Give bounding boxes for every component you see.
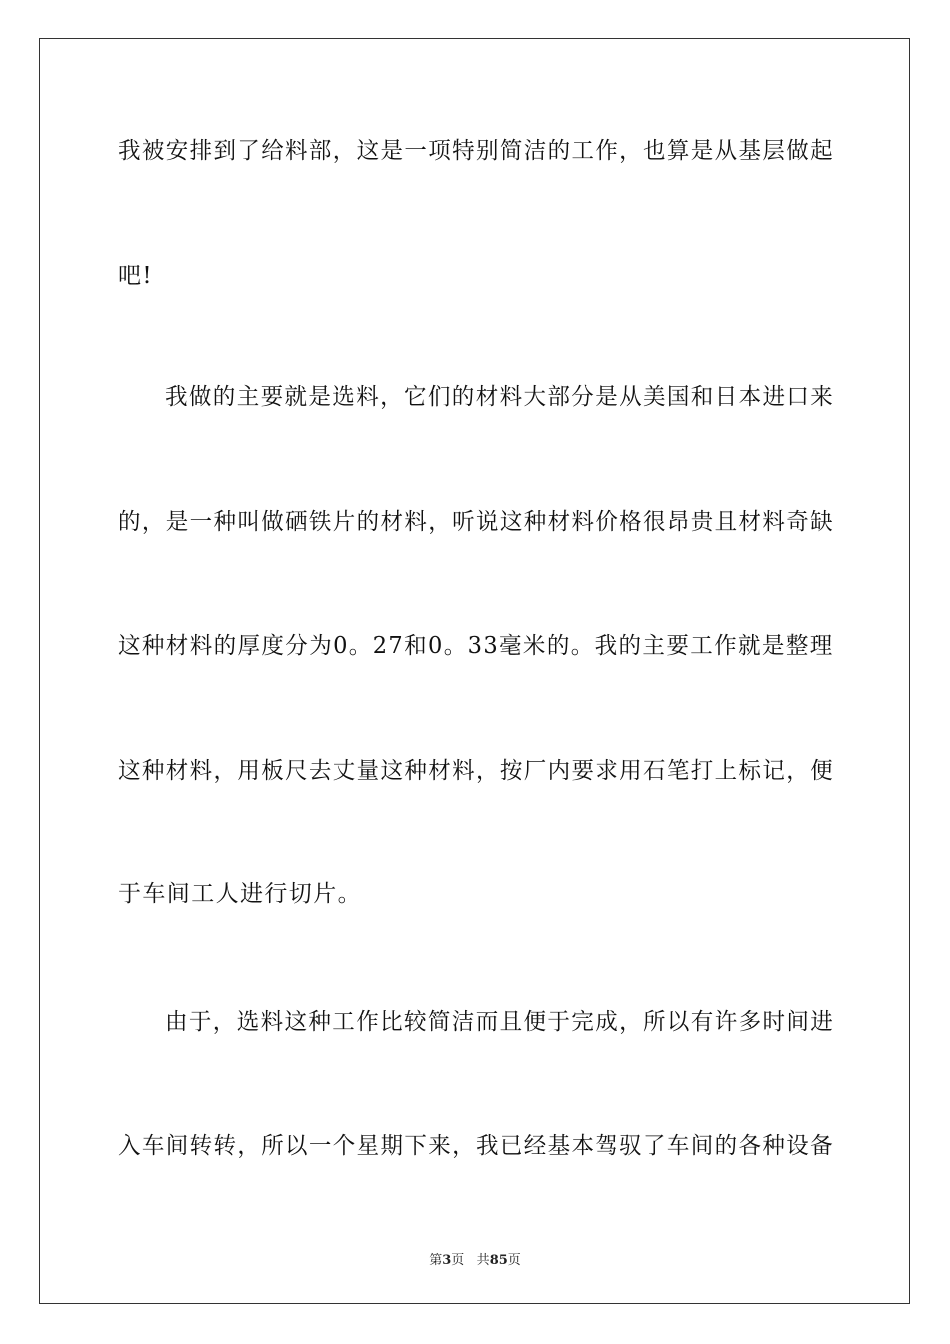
footer-total-pages: 85: [489, 1253, 508, 1268]
footer-total-suffix: 页: [507, 1253, 521, 1268]
page-border: [39, 38, 910, 1304]
footer-page-number: 3: [442, 1253, 452, 1268]
footer-page-suffix: 页: [451, 1253, 465, 1268]
footer-page-prefix: 第: [429, 1253, 443, 1268]
text-line-5: 这种材料的厚度分为0。27和0。33毫米的。我的主要工作就是整理: [118, 633, 834, 659]
text-line-9: 入车间转转，所以一个星期下来，我已经基本驾驭了车间的各种设备: [118, 1133, 834, 1159]
page-footer: [0, 1249, 950, 1268]
text-line-3: 我做的主要就是选料，它们的材料大部分是从美国和日本进口来: [165, 384, 835, 410]
text-line-7: 于车间工人进行切片。: [118, 881, 362, 907]
footer-total-prefix: 共: [476, 1253, 490, 1268]
text-line-1: 我被安排到了给料部，这是一项特别简洁的工作，也算是从基层做起: [118, 138, 834, 164]
text-line-8: 由于，选料这种工作比较简洁而且便于完成，所以有许多时间进: [165, 1009, 835, 1035]
text-line-2: 吧!: [118, 263, 154, 289]
text-line-4: 的，是一种叫做硒铁片的材料，听说这种材料价格很昂贵且材料奇缺: [118, 509, 834, 535]
text-line-6: 这种材料，用板尺去丈量这种材料，按厂内要求用石笔打上标记，便: [118, 758, 834, 784]
